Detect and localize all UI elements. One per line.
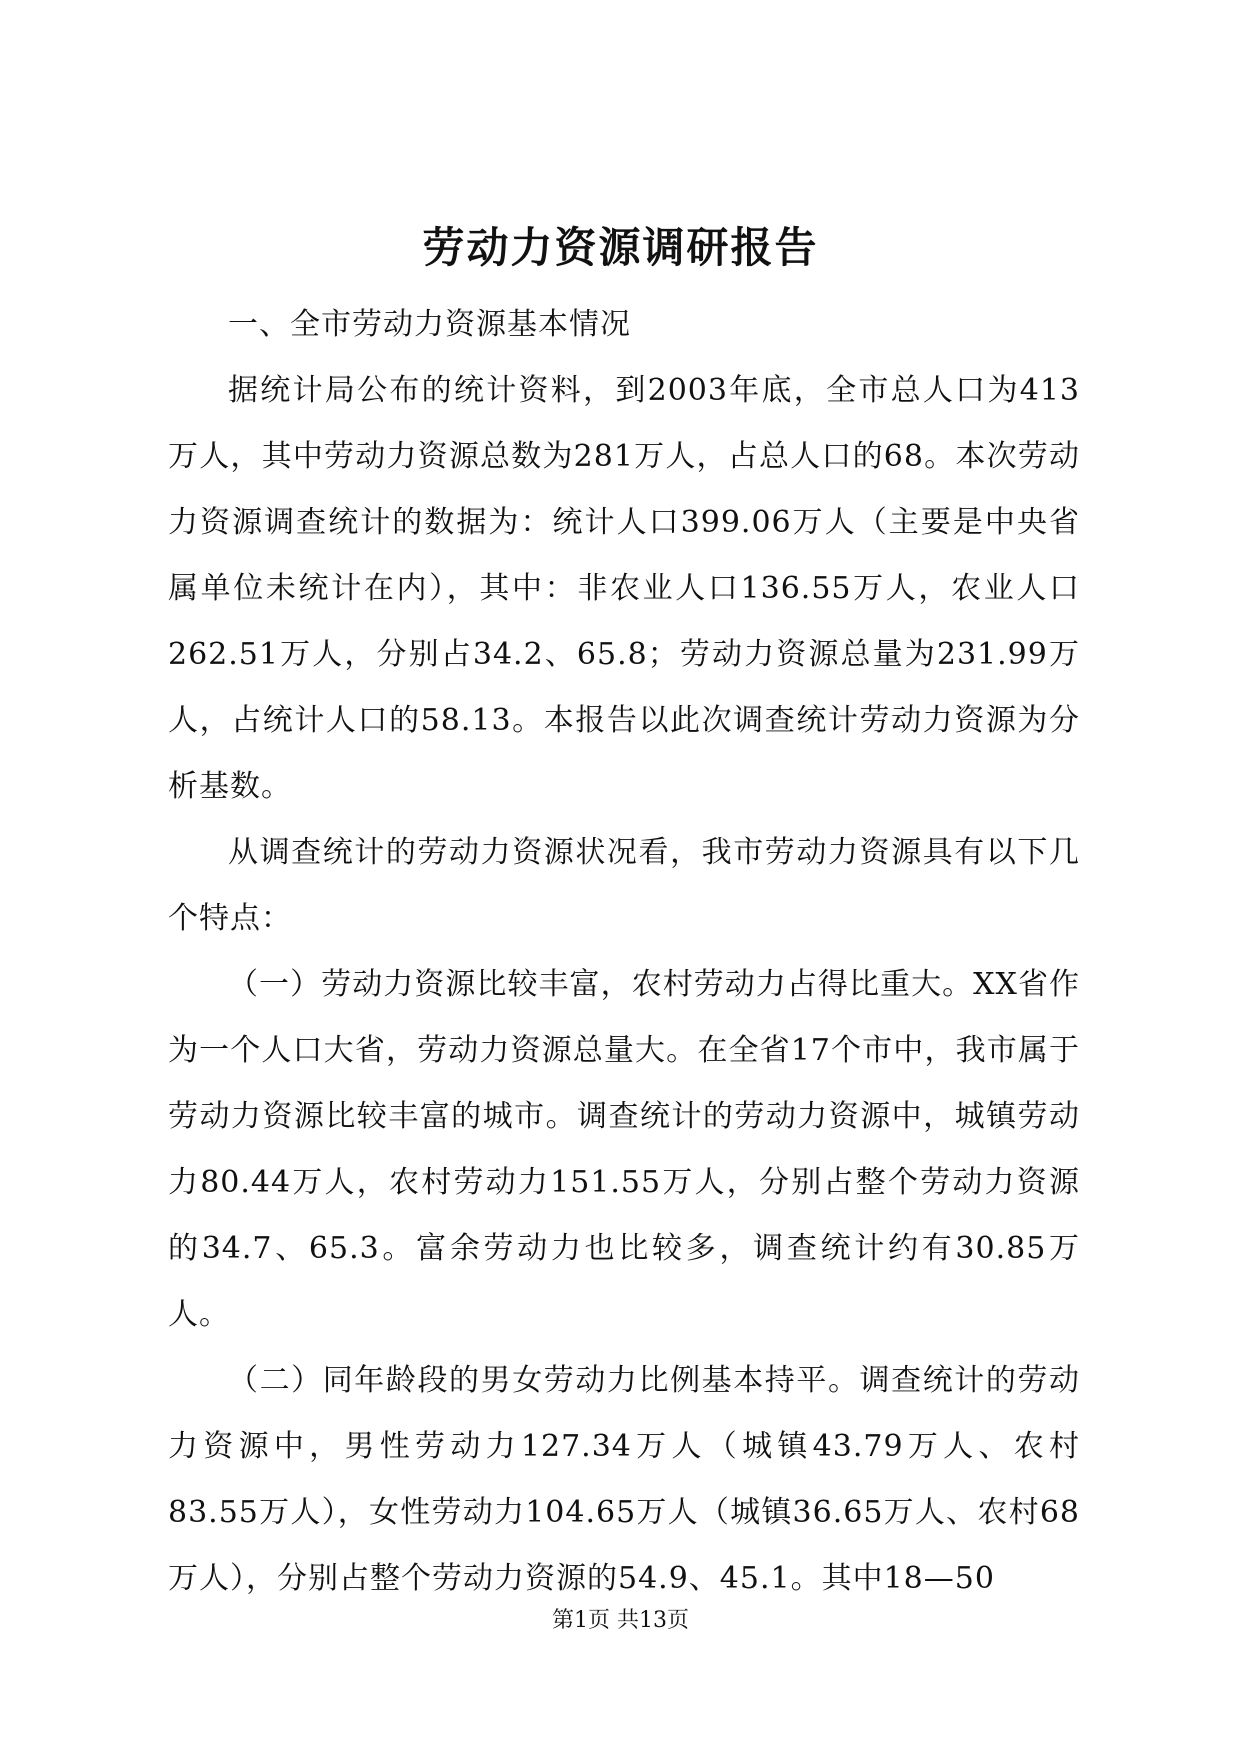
document-body bbox=[168, 292, 1080, 1612]
paragraph-features-intro: 从调查统计的劳动力资源状况看，我市劳动力资源具有以下几个特点： bbox=[168, 835, 1080, 936]
paragraph-population-stats: 据统计局公布的统计资料，到2003年底，全市总人口为413万人，其中劳动力资源总数为281万人，占总人口的68。本次劳动力资源调查统计的数据为：统计人口399.06万人（主要是中央省属单位未统计在内），其中：非农业人口136.55万人，农业人口262.51万人，分别占34.2、65.8；劳动力资源总量为231.99万人，占统计人口的58.13。本报告以此次调查统计劳动力资源为分析基数。 bbox=[168, 373, 1080, 804]
paragraph-feature-2: （二）同年龄段的男女劳动力比例基本持平。调查统计的劳动力资源中，男性劳动力127.34万人（城镇43.79万人、农村83.55万人），女性劳动力104.65万人（城镇36.65万人、农村68万人），分别占整个劳动力资源的54.9、45.1。其中18—50 bbox=[168, 1363, 1080, 1596]
paragraph-feature-1: （一）劳动力资源比较丰富，农村劳动力占得比重大。XX省作为一个人口大省，劳动力资源总量大。在全省17个市中，我市属于劳动力资源比较丰富的城市。调查统计的劳动力资源中，城镇劳动力80.44万人，农村劳动力151.55万人，分别占整个劳动力资源的34.7、65.3。富余劳动力也比较多，调查统计约有30.85万人。 bbox=[168, 967, 1080, 1332]
page-number-footer: 第1页 共13页 bbox=[552, 1608, 689, 1633]
section-heading: 一、全市劳动力资源基本情况 bbox=[228, 307, 631, 342]
document-title: 劳动力资源调研报告 bbox=[422, 223, 819, 272]
